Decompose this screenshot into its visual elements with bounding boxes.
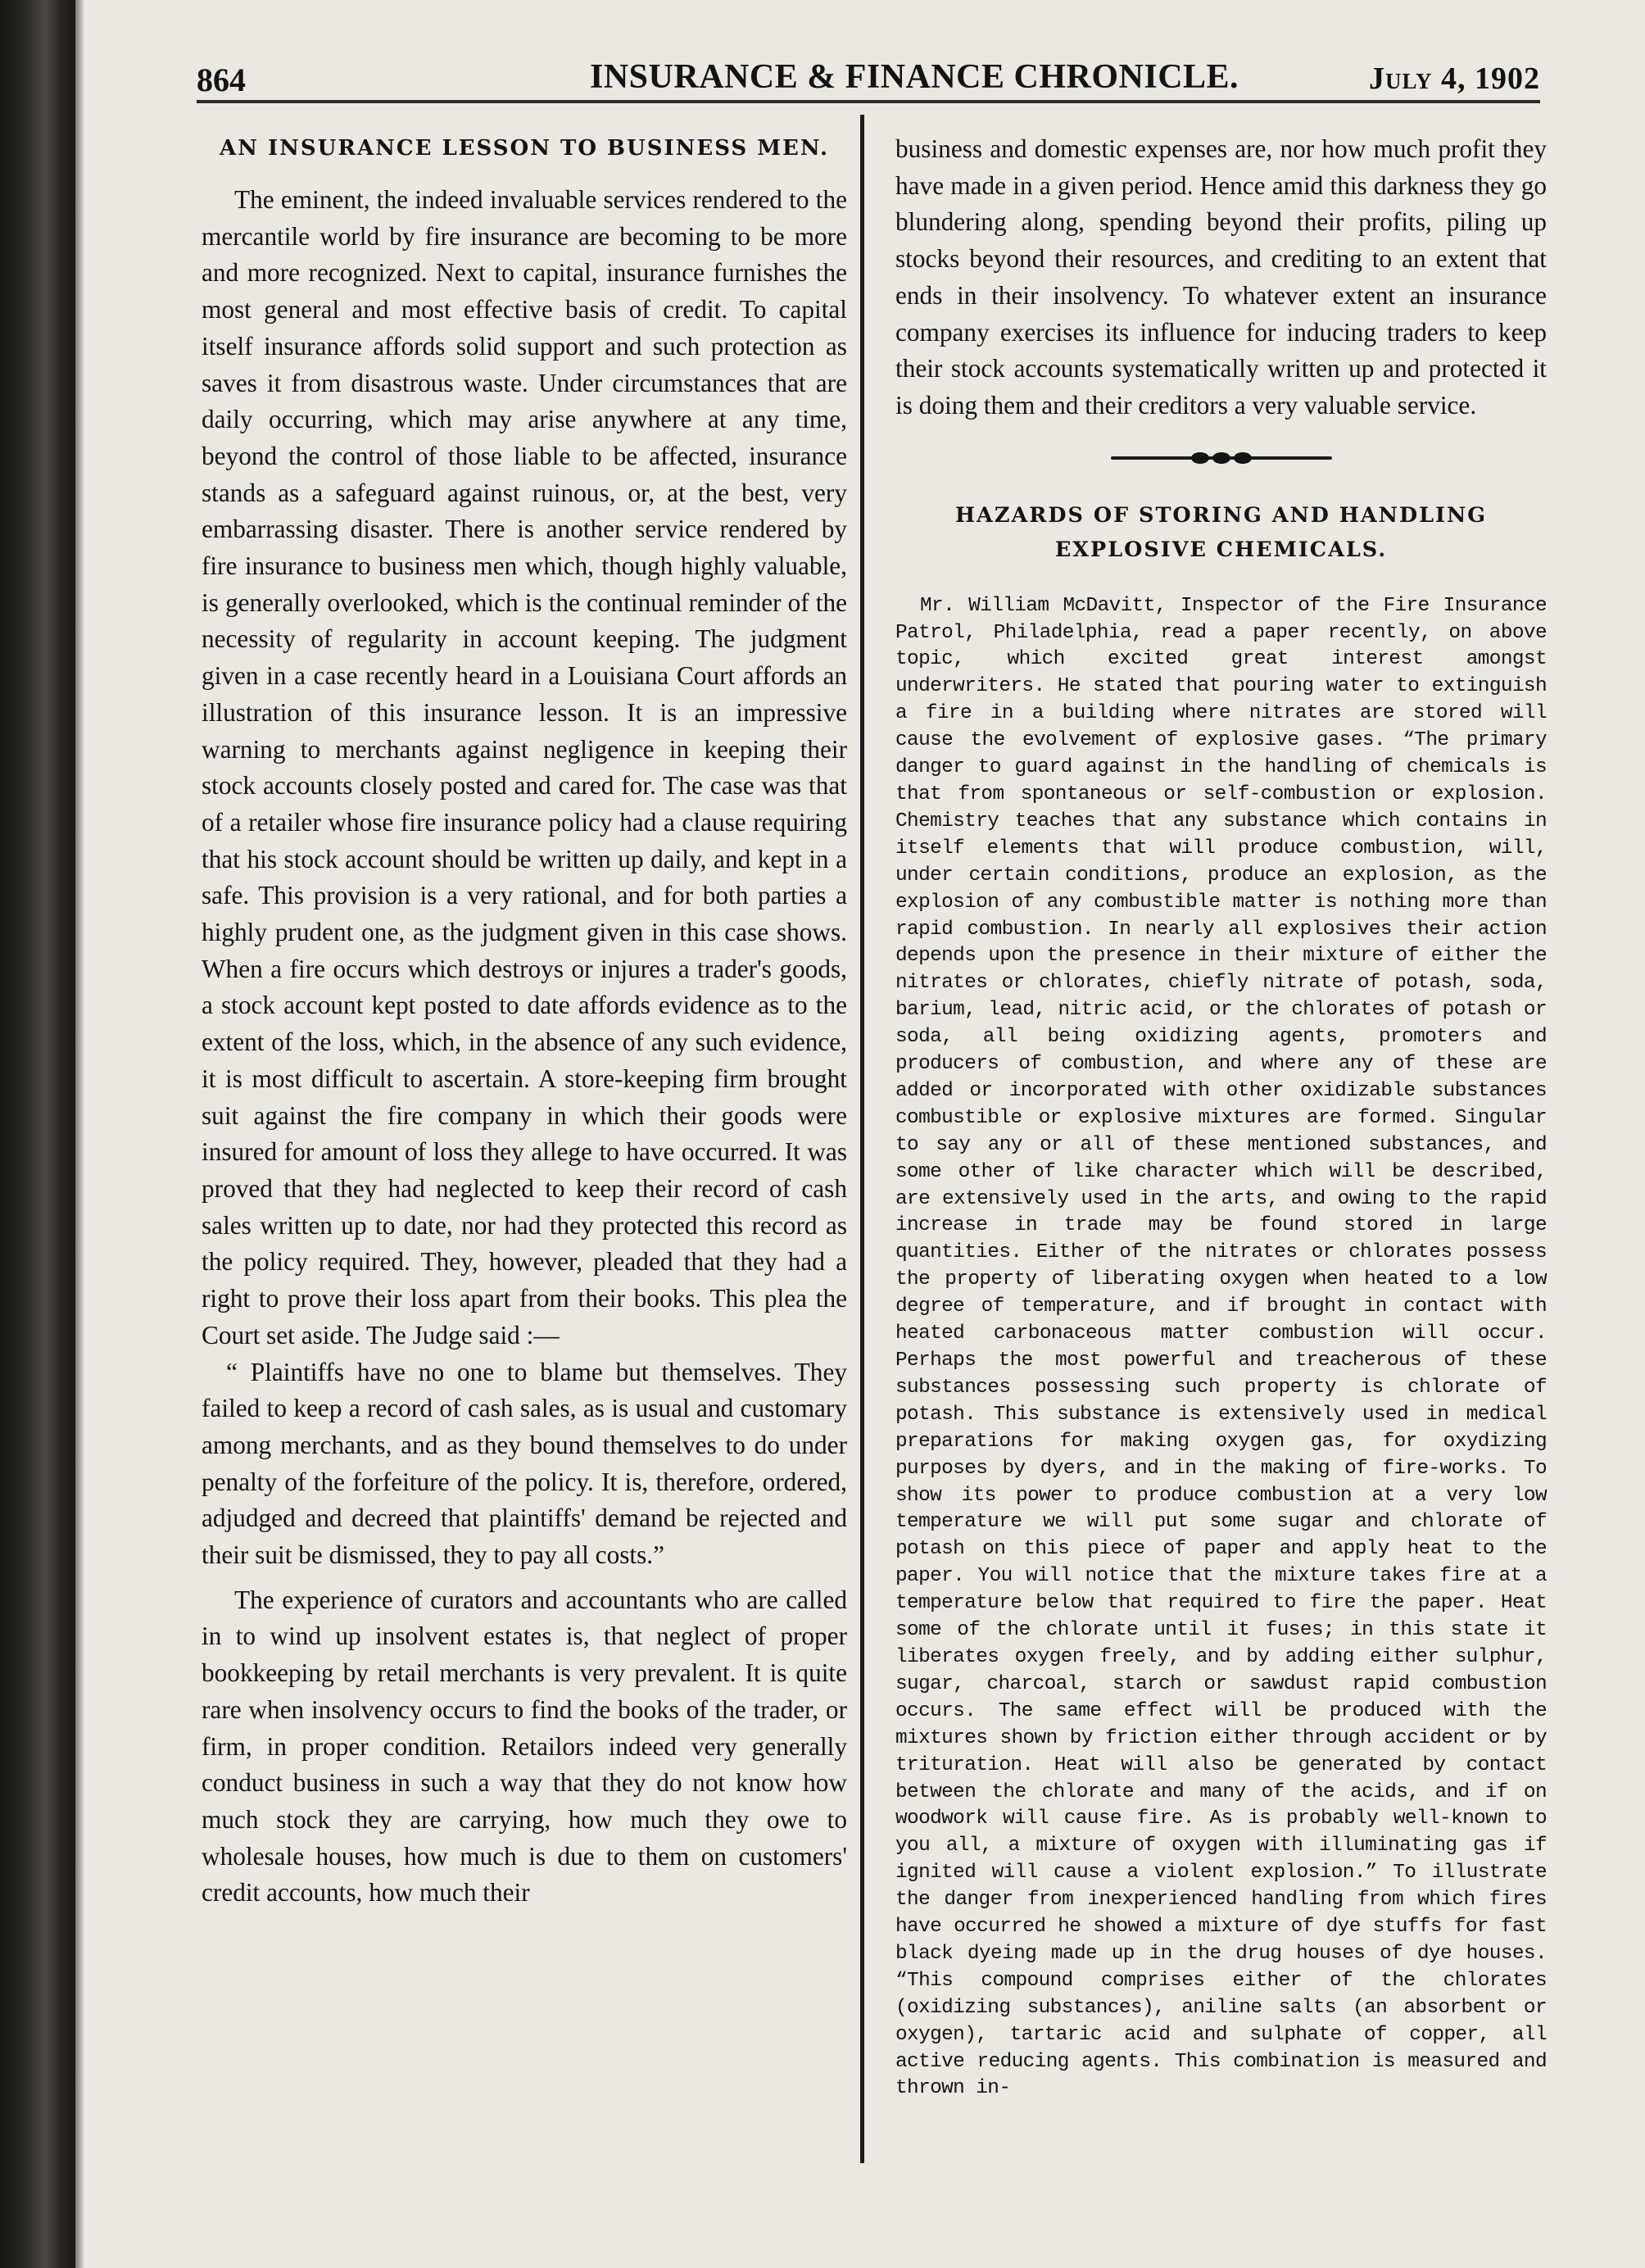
article-paragraph: The experience of curators and accountants who are called in to wind up insolvent estates is, that neglect of proper bookkeeping by retail merchants is very prevalent. It is quite rare when insolvency occurs to find the books of the trader, or firm, in proper condition. Retailors indeed very generally conduct business in such a way that they do not know how much stock they are carrying, how much they owe to wholesale houses, how much is due to them on customers' credit accounts, how much their (202, 1585, 847, 1907)
right-column (895, 131, 1547, 2102)
article-body: Mr. William McDavitt, Inspector of the Fire Insurance Patrol, Philadelphia, read a paper recently, on above topic, which excited great interest amongst underwriters. He stated that pouring water to extinguish a fire in a building where nitrates are stored will cause the evolvement of explosive gases. “The primary danger to guard against in the handling of chemicals is that from spontaneous or self-combustion or explosion. Chemistry teaches that any substance which contains in itself elements that will produce combustion, will, under certain conditions, produce an explosion, as the explosion of any combustible matter is nothing more than rapid combustion. In nearly all explosives their action depends upon the presence in their mixture of either the nitrates or chlorates, chiefly nitrate of potash, soda, barium, lead, nitric acid, or the chlorates of potash or soda, all being oxidizing agents, promoters and producers of combustion, and where any of these are added or incorporated with other oxidizable substances combustible or explosive mixtures are formed. Singular to say any or all of these mentioned substances, and some other of like character which will be described, are extensively used in the arts, and owing to the rapid increase in trade may be found stored in large quantities. Either of the nitrates or chlorates possess the property of liberating oxygen when heated to a low degree of temperature, and if brought in contact with heated carbonaceous matter combustion will occur. Perhaps the most powerful and treacherous of these substances possessing such property is chlorate of potash. This substance is extensively used in medical preparations for making oxygen gas, for oxydizing purposes by dyers, and in the making of fire-works. To show its power to produce combustion at a very low temperature we will put some sugar and chlorate of potash on this piece of paper and apply heat to the paper. You will notice that the mixture takes fire at a temperature below that required to fire the paper. Heat some of the chlorate until it fuses; in this state it liberates oxygen freely, and by adding either sulphur, sugar, charcoal, starch or sawdust rapid combustion occurs. The same effect will be produced with the mixtures shown by friction either through accident or by trituration. Heat will also be generated by contact between the chlorate and many of the acids, and if on woodwork will cause fire. As is probably well-known to you all, a mixture of oxygen with illuminating gas if ignited will cause a violent explosion.” To illustrate the danger from inexperienced handling from which fires have occurred he showed a mixture of dye stuffs for fast black dyeing made up in the drug houses of dye houses. “This compound comprises either of the chlorates (oxidizing substances), aniline salts (an absorbent or oxygen), tartaric acid and sulphate of copper, all active reducing agents. This combination is measured and thrown in- (895, 594, 1547, 2100)
leaf-edge-shadow (75, 0, 84, 2268)
running-title: INSURANCE & FINANCE CHRONICLE. (590, 58, 1239, 96)
page-number: 864 (197, 61, 246, 98)
article-title-line: HAZARDS OF STORING AND HANDLING (954, 502, 1488, 528)
left-column (202, 131, 847, 1912)
article-title (895, 498, 1547, 567)
header-rule (197, 100, 1540, 103)
column-divider (860, 115, 864, 2163)
judge-quote: “ Plaintiffs have no one to blame but themselves. They failed to keep a record of cash sales, as is usual and customary among merchants, and as they bound themselves to do under penalty of the forfeiture of the policy. It is, therefore, ordered, adjudged and decreed that plaintiffs' demand be rejected and their suit be dismissed, they to pay all costs.” (202, 1357, 847, 1570)
section-ornament (1107, 449, 1336, 467)
issue-date: July 4, 1902 (1368, 61, 1540, 96)
article-title: AN INSURANCE LESSON TO BUSINESS MEN. (219, 136, 830, 161)
page-header (197, 57, 1540, 107)
ornament-dots (1191, 449, 1252, 467)
article-continuation: business and domestic expenses are, nor how much profit they have made in a given period. Hence amid this darkness they go blundering along, spending beyond their profits, piling up stocks beyond their resources, and crediting to an extent that ends in their insolvency. To whatever extent an insurance company exercises its influence for inducing traders to keep their stock accounts systematically written up and protected it is doing them and their creditors a very valuable service. (895, 134, 1547, 420)
article-title-line: EXPLOSIVE CHEMICALS. (1054, 537, 1388, 562)
article-paragraph: The eminent, the indeed invaluable services rendered to the mercantile world by fire insurance are becoming to be more and more recognized. Next to capital, insurance furnishes the most general and most effective basis of credit. To capital itself insurance affords solid support and such protection as saves it from disastrous waste. Under circumstances that are daily occurring, which may arise anywhere at any time, beyond the control of those liable to be affected, insurance stands as a safeguard against ruinous, or, at the best, very embarrassing disaster. There is another service rendered by fire insurance to business men which, though highly valuable, is generally overlooked, which is the continual reminder of the necessity of regularity in account keeping. The judgment given in a case recently heard in a Louisiana Court affords an illustration of this insurance lesson. It is an impressive warning to merchants against negligence in keeping their stock accounts closely posted and cared for. The case was that of a retailer whose fire insurance policy had a clause requiring that his stock account should be written up daily, and kept in a safe. This provision is a very rational, and for both parties a highly prudent one, as the judgment given in this case shows. When a fire occurs which destroys or injures a trader's goods, a stock account kept posted to date affords evidence as to the extent of the loss, which, in the absence of any such evidence, it is most difficult to ascertain. A store-keeping firm brought suit against the fire company in which their goods were insured for amount of loss they allege to have occurred. It was proved that they had neglected to keep their record of cash sales written up to date, nor had they protected this record as the policy required. They, however, pleaded that they had a right to prove their loss apart from their books. This plea the Court set aside. The Judge said :— (202, 185, 847, 1349)
book-binding (0, 0, 75, 2268)
